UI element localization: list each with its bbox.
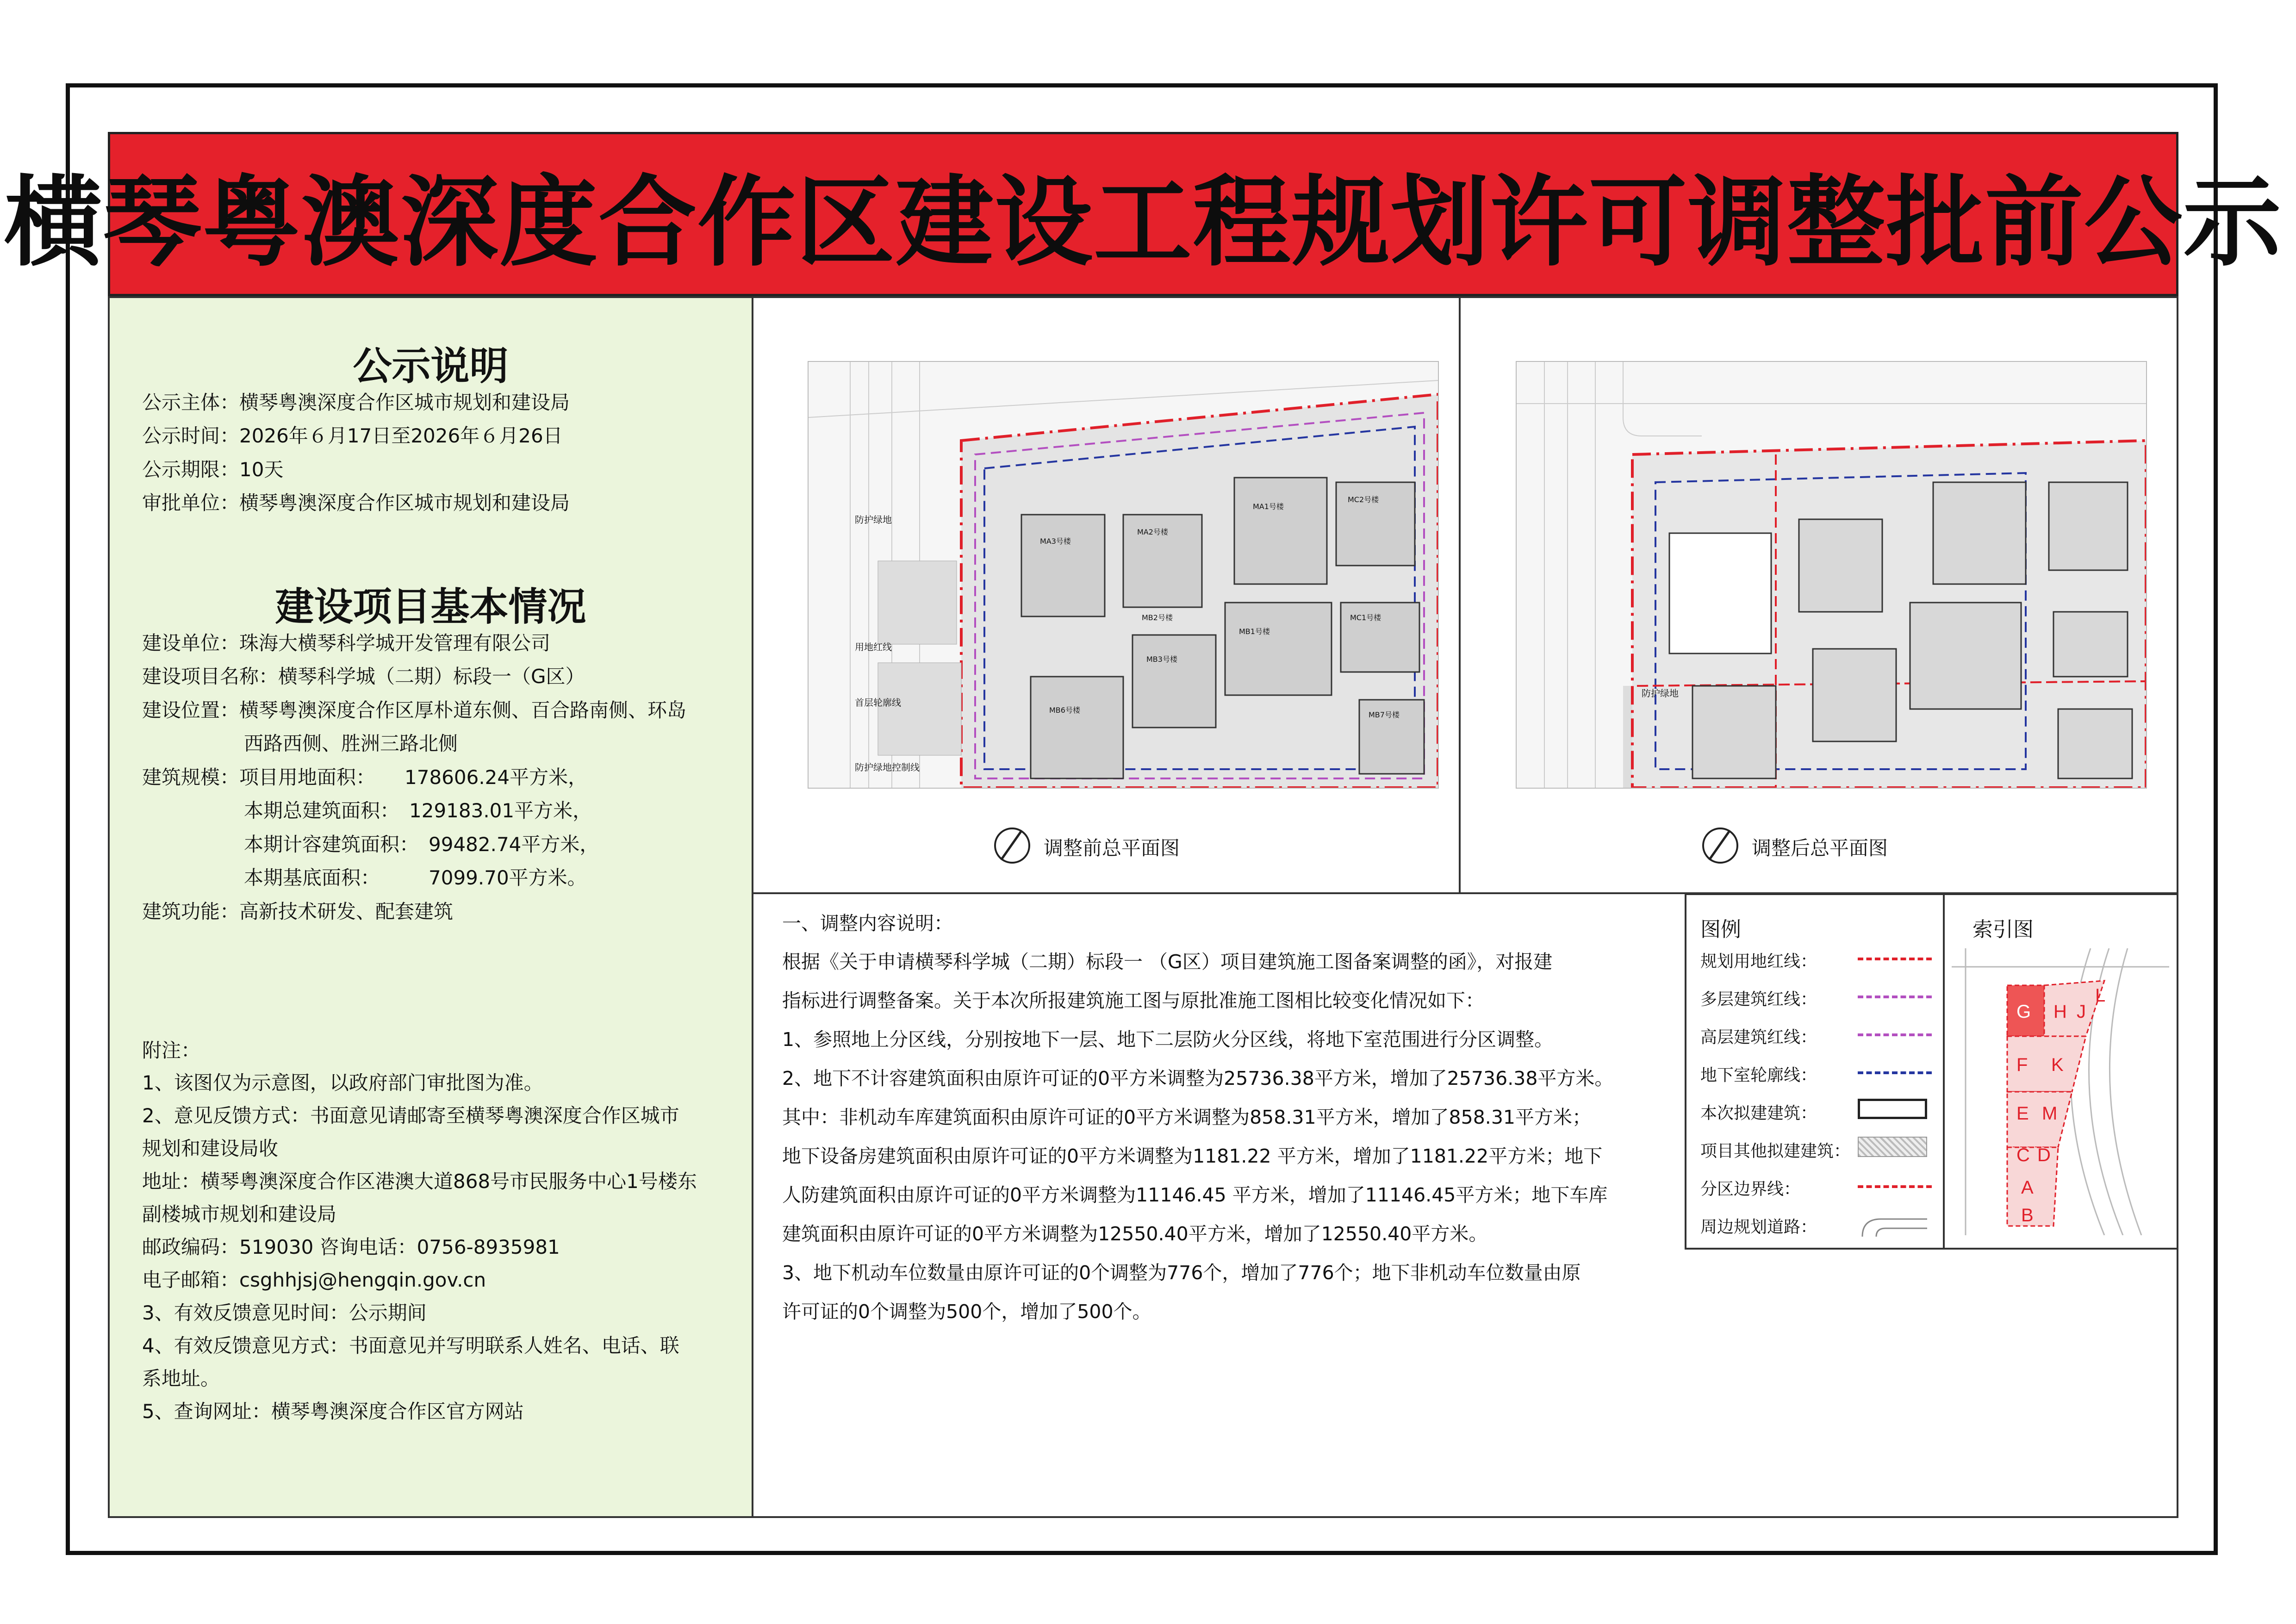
zone-label: G: [2016, 1002, 2031, 1022]
note-line: 地址：横琴粤澳深度合作区港澳大道868号市民服务中心1号楼东: [142, 1170, 697, 1193]
description-line: 3、地下机动车位数量由原许可证的0个调整为776个，增加了776个；地下非机动车位数量由原: [782, 1262, 1581, 1284]
road-legend-icon: [1858, 1210, 1927, 1238]
title-banner: [4, 132, 2282, 296]
page-title: 横琴粤澳深度合作区建设工程规划许可调整批前公示: [4, 164, 2282, 280]
legend-label: 本次拟建建筑：: [1700, 1104, 1817, 1123]
legend-label: 多层建筑红线：: [1700, 990, 1817, 1009]
zone-label: A: [2021, 1177, 2034, 1198]
after-site-plan: [1516, 361, 2147, 789]
legend-sample: [1858, 1099, 1927, 1119]
project-line: 本期基底面积： 7099.70平方米。: [244, 866, 587, 889]
description-line: 许可证的0个调整为500个，增加了500个。: [782, 1300, 1151, 1323]
project-line: 西路西侧、胜洲三路北侧: [244, 732, 458, 755]
notice-line: 公示时间：2026年６月17日至2026年６月26日: [142, 424, 563, 447]
map-label: 首层轮廓线: [855, 697, 901, 708]
zone-label: D: [2037, 1145, 2051, 1165]
building-label: MB2号楼: [1142, 613, 1173, 622]
legend-sample: [1858, 1185, 1932, 1188]
legend-label: 项目其他拟建建筑：: [1700, 1142, 1851, 1161]
map-label: 用地红线: [855, 641, 892, 653]
building-label: MC1号楼: [1350, 613, 1381, 622]
zone-label: B: [2021, 1205, 2034, 1226]
building-label: MC2号楼: [1348, 495, 1379, 504]
description-line: 根据《关于申请横琴科学城（二期）标段一 （G区）项目建筑施工图备案调整的函》，对报建: [782, 951, 1553, 973]
legend-sample: [1858, 958, 1932, 960]
project-line: 建筑规模：项目用地面积： 178606.24平方米，: [142, 766, 588, 789]
map-label: 防护绿地: [1642, 688, 1679, 699]
zone-label: L: [2095, 985, 2106, 1006]
zone-label: C: [2016, 1145, 2030, 1165]
index-map: [1945, 893, 2178, 1250]
description-heading: 一、调整内容说明：: [782, 912, 953, 934]
index-heading: 索引图: [1972, 918, 2034, 941]
note-line: 5、查询网址：横琴粤澳深度合作区官方网站: [142, 1400, 524, 1423]
building-label: MB7号楼: [1369, 710, 1400, 719]
zone-label: E: [2016, 1103, 2029, 1124]
notice-line: 公示主体：横琴粤澳深度合作区城市规划和建设局: [142, 391, 570, 414]
before-plan-caption: 调整前总平面图: [1044, 837, 1180, 859]
note-email: 电子邮箱：csghhjsj@hengqin.gov.cn: [142, 1269, 486, 1291]
project-line: 建设项目名称：横琴科学城（二期）标段一（G区）: [142, 665, 585, 688]
project-line: 建设位置：横琴粤澳深度合作区厚朴道东侧、百合路南侧、环岛: [142, 699, 687, 722]
index-map-diagram: [1952, 948, 2169, 1235]
note-line: 3、有效反馈意见时间：公示期间: [142, 1301, 427, 1324]
description-line: 2、地下不计容建筑面积由原许可证的0平方米调整为25736.38平方米，增加了25736.38平方米。: [782, 1067, 1614, 1089]
note-line: 系地址。: [142, 1367, 220, 1390]
note-line: 规划和建设局收: [142, 1137, 279, 1160]
note-line: 副楼城市规划和建设局: [142, 1203, 337, 1226]
zone-label: K: [2051, 1055, 2064, 1075]
description-line: 建筑面积由原许可证的0平方米调整为12550.40平方米，增加了12550.40平方米。: [782, 1223, 1488, 1245]
before-site-plan: [808, 361, 1439, 789]
building-label: MB1号楼: [1239, 627, 1270, 636]
notice-heading: 公示说明: [353, 343, 509, 389]
description-line: 地下设备房建筑面积由原许可证的0平方米调整为1181.22 平方米，增加了1181.22平方米；地下: [782, 1145, 1603, 1167]
zone-label: J: [2077, 1002, 2086, 1022]
map-label: 防护绿地: [855, 514, 892, 525]
notes-heading: 附注：: [142, 1039, 201, 1062]
project-line: 本期计容建筑面积： 99482.74平方米，: [244, 833, 599, 856]
note-line: 邮政编码：519030 咨询电话：0756-8935981: [142, 1236, 560, 1258]
info-panel: [108, 296, 753, 1518]
zone-label: F: [2016, 1055, 2028, 1075]
legend-sample: [1858, 1137, 1927, 1157]
legend-label: 周边规划道路：: [1700, 1218, 1817, 1237]
north-arrow-icon: [994, 828, 1030, 864]
notice-line: 审批单位：横琴粤澳深度合作区城市规划和建设局: [142, 492, 570, 514]
legend-sample: [1858, 1033, 1932, 1036]
note-line: 4、有效反馈意见方式：书面意见并写明联系人姓名、电话、联: [142, 1334, 679, 1357]
building-label: MA1号楼: [1253, 502, 1284, 511]
legend-sample: [1858, 996, 1932, 998]
building-label: MA3号楼: [1040, 537, 1071, 546]
project-line: 本期总建筑面积： 129183.01平方米，: [244, 799, 592, 822]
legend-label: 高层建筑红线：: [1700, 1028, 1817, 1047]
notice-line: 公示期限：10天: [142, 458, 284, 481]
legend-label: 地下室轮廓线：: [1700, 1066, 1817, 1085]
building-label: MB3号楼: [1146, 655, 1177, 664]
note-line: 2、意见反馈方式：书面意见请邮寄至横琴粤澳深度合作区城市: [142, 1104, 679, 1127]
description-line: 1、参照地上分区线，分别按地下一层、地下二层防火分区线，将地下室范围进行分区调整。: [782, 1028, 1554, 1051]
after-plan-caption: 调整后总平面图: [1752, 837, 1888, 859]
north-arrow-icon: [1702, 828, 1738, 864]
project-line: 建设单位：珠海大横琴科学城开发管理有限公司: [142, 632, 551, 654]
project-line: 建筑功能：高新技术研发、配套建筑: [142, 900, 454, 923]
note-line: 1、该图仅为示意图，以政府部门审批图为准。: [142, 1071, 543, 1094]
map-divider: [1459, 296, 1461, 893]
description-line: 指标进行调整备案。关于本次所报建筑施工图与原批准施工图相比较变化情况如下：: [782, 989, 1484, 1012]
zone-label: M: [2042, 1103, 2058, 1124]
project-heading: 建设项目基本情况: [275, 584, 586, 629]
zone-label: H: [2053, 1002, 2067, 1022]
legend-label: 分区边界线：: [1700, 1180, 1801, 1199]
building-label: MB6号楼: [1049, 706, 1080, 715]
legend: [1685, 893, 1945, 1250]
description-line: 其中：非机动车库建筑面积由原许可证的0平方米调整为858.31平方米，增加了858.31平方米；: [782, 1106, 1592, 1128]
legend-heading: 图例: [1700, 918, 1741, 941]
map-label: 防护绿地控制线: [855, 762, 920, 773]
description-line: 人防建筑面积由原许可证的0平方米调整为11146.45 平方米，增加了11146.45平方米；地下车库: [782, 1184, 1608, 1206]
building-label: MA2号楼: [1137, 528, 1168, 536]
legend-label: 规划用地红线：: [1700, 952, 1817, 971]
legend-sample: [1858, 1071, 1932, 1074]
